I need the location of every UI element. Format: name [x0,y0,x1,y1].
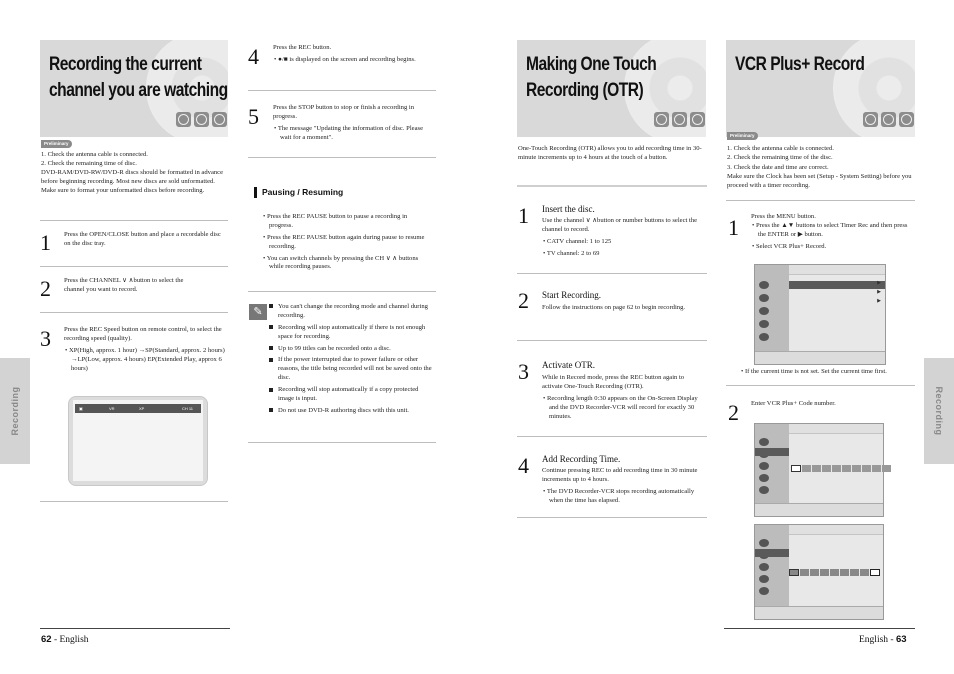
page-title: Recording the current channel you are watching [49,54,228,101]
step-text: Press the REC button. • ●/■ is displayed on the screen and recording begins. [273,44,416,63]
step-text: Press the MENU button. • Press the ▲▼ buttons to select Timer Rec and then press the ENTER or ▶ button. • Select VCR Plus+ Record. [751,213,908,250]
dvd-rw-icon [672,112,687,127]
divider [517,273,707,274]
menu-highlight [755,549,789,557]
menu-icon [759,307,769,315]
preliminary-text: 1. Check the antenna cable is connected. 2. Check the remaining time of the disc. 3. Check the date and time are correct. Make sure the Clock has been set (Setup - System Setting) before you proceed with a timer recording. [727,145,912,189]
step-text: Follow the instructions on page 62 to begin recording. [542,304,686,311]
step-number: 3 [40,326,51,351]
osd-screen [68,396,208,486]
step-number: 4 [518,453,529,478]
vcr-code-entry-screen [754,423,884,517]
step-text: Press the CHANNEL ∨ ∧button to select the channel you want to record. [64,277,184,293]
screen-area [73,400,203,481]
menu-bottom-bar [755,503,883,516]
divider [248,90,436,91]
side-tab-right: Recording [924,358,954,464]
menu-icon [759,320,769,328]
preliminary-text: 1. Check the antenna cable is connected. 2. Check the remaining time of disc. DVD-RAM/DVD-RW/DVD-R discs should be formatted in advance before beginning recording. Most new discs are sold unformatted. Make sure to format your unformatted discs before recording. [41,151,224,194]
divider [248,442,436,443]
step-number: 3 [518,359,529,384]
preliminary-badge: Preliminary [41,140,72,148]
dvd-r-icon [899,112,914,127]
menu-icon [759,539,769,547]
menu-highlight [755,448,789,456]
menu-arrow-icon: ▶ [877,299,881,304]
step-text: Press the STOP button to stop or finish a recording in progress. • The message "Updating the information of disc. Please wait for a moment". [273,104,423,141]
preliminary-badge: Preliminary [727,132,758,140]
step-text: While in Record mode, press the REC button again to activate One-Touch Recording (OTR). • Recording length 0:30 appears on the On-Screen Display and the DVD Recorder-VCR will record for exactly 30 minutes. [542,374,698,420]
footer-rule [724,628,915,629]
left-header-box [40,40,228,137]
dvd-r-icon [690,112,705,127]
osd-status-bar [75,404,201,413]
pausing-bullets: • Press the REC PAUSE button to pause a recording in progress. • Press the REC PAUSE button again during pause to resume recording. • You can switch channels by pressing the CH ∨ ∧ buttons while recording pauses. [263,213,425,271]
code-entry-boxes [791,465,891,472]
step-title: Insert the disc. [542,204,595,214]
step-number: 1 [40,230,51,255]
divider [726,385,915,386]
divider [248,157,436,158]
side-tab-left: Recording [0,358,30,464]
dvd-ram-icon [176,112,191,127]
step-title: Add Recording Time. [542,454,621,464]
note-list: You can't change the recording mode and channel during recording. Recording will stop automatically if there is not enough space for recording. Up to 99 titles can be recorded onto a disc. If the power interrupted due to power failure or other reasons, the title being recorded will not be saved onto the disc. Recording will stop automatically if a copy protected image is input. Do not use DVD-R authoring discs with this unit. [269,303,435,419]
divider [517,436,707,437]
divider [517,185,707,187]
step-number: 1 [728,215,739,240]
menu-icon [759,333,769,341]
disc-type-icons [176,112,227,127]
dvd-r-icon [212,112,227,127]
divider [40,266,228,267]
otr-intro: One-Touch Recording (OTR) allows you to add recording time in 30-minute increments up to 4 hours at the touch of a button. [518,145,702,161]
menu-icon [759,563,769,571]
menu-arrow-icon: ▶ [877,290,881,295]
menu-icon [759,294,769,302]
otr-header-box [517,40,706,137]
menu-sidebar [755,424,789,504]
dvd-ram-icon [654,112,669,127]
menu-icon [759,587,769,595]
menu-icon [759,474,769,482]
menu-icon [759,575,769,583]
disc-type-icons [654,112,705,127]
page-number-left: 62 - English [41,634,89,645]
code-entry-boxes [789,569,880,576]
divider [248,291,436,292]
dvd-ram-icon [863,112,878,127]
timer-rec-menu-screen [754,264,886,365]
dvd-rw-icon [194,112,209,127]
divider [517,340,707,341]
step-text: Continue pressing REC to add recording time in 30 minute increments up to 4 hours. • The DVD Recorder-VCR stops recording automatically when the time has elapsed. [542,467,698,504]
osd-channel: CH 11 [181,406,193,411]
pausing-resuming-title: Pausing / Resuming [254,187,343,198]
page-title: VCR Plus+ Record [735,54,865,75]
footer-rule [40,628,230,629]
divider [726,200,915,201]
disc-icon: ▣ [79,406,83,411]
divider [40,501,228,502]
step-title: Activate OTR. [542,360,595,370]
divider [40,220,228,221]
step-number: 1 [518,203,529,228]
menu-highlight [789,281,885,289]
menu-sidebar [755,525,789,607]
divider [40,312,228,313]
disc-type-icons [863,112,914,127]
note-pencil-icon: ✎ [249,304,267,320]
vcr-header-box [726,40,915,137]
menu-icon [759,462,769,470]
dvd-rw-icon [881,112,896,127]
step-number: 5 [248,104,259,129]
menu-icon [759,281,769,289]
step-text: Use the channel ∨ ∧button or number buttons to select the channel to record. • CATV channel: 1 to 125 • TV channel: 2 to 69 [542,217,698,257]
step-number: 2 [518,288,529,313]
page-number-right: English - 63 [859,634,907,645]
page-title: Making One Touch Recording (OTR) [526,54,657,101]
step-text: Press the REC Speed button on remote control, to select the recording speed (quality). • XP(High, approx. 1 hour) →SP(Standard, approx. 2 hours) →LP(Low, approx. 4 hours) EP(Extended Play, approx 6 hours) [64,326,225,372]
menu-icon [759,438,769,446]
menu-icon [759,486,769,494]
osd-speed: XP [139,406,145,411]
step-text: Press the OPEN/CLOSE button and place a recordable disc on the disc tray. [64,231,221,247]
step-note: • If the current time is not set. Set the current time first. [741,368,887,375]
osd-mode: VR [109,406,115,411]
step-number: 4 [248,44,259,69]
menu-arrow-icon: ▶ [877,281,881,286]
step-title: Start Recording. [542,290,601,300]
menu-bottom-bar [755,606,883,619]
step-number: 2 [728,400,739,425]
vcr-code-filled-screen [754,524,884,620]
step-text: Enter VCR Plus+ Code number. [751,400,836,407]
step-number: 2 [40,276,51,301]
divider [517,517,707,518]
menu-sidebar [755,265,789,352]
menu-bottom-bar [755,351,885,364]
